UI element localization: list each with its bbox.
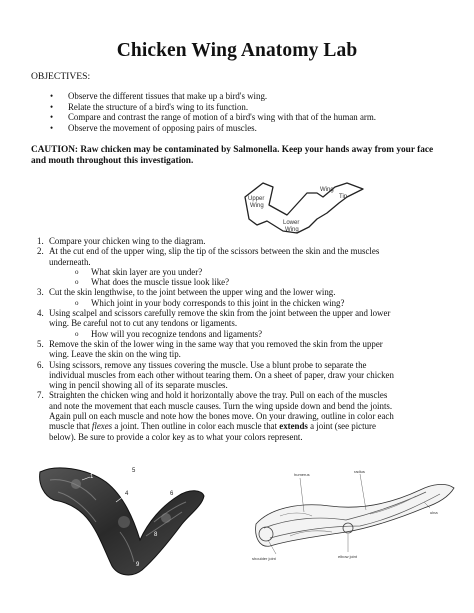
objective-item: • Compare and contrast the range of motion of a bird's wing with that of the human arm. — [50, 112, 450, 123]
step-4: 4. Using scalpel and scissors carefully remove the skin from the joint between the upper and lower wing. Be careful not to cut any tendons or ligaments. o How will you recognize tendons and ligaments? — [31, 308, 443, 339]
step-4-sub-1: o How will you recognize tendons and ligaments? — [75, 328, 263, 339]
photo-label-5: 5 — [132, 468, 136, 474]
step-7: 7. Straighten the chicken wing and hold it horizontally above the tray. Pull on each of the muscles and note the movement that each muscle causes. Turn the wing upside down and bend the joints. Again pull on each muscle and note how the bones move. On your drawing, outline in color each muscle that flexes a joint. Then outline in color each muscle that extends a joint (see picture below). Be sure to provide a color key as to what your colors represent. — [37, 390, 394, 442]
photo-label-9: 9 — [136, 562, 140, 568]
diagram-label-lower-2: Wing — [285, 227, 299, 233]
step-3-sub-1: o Which joint in your body corresponds to this joint in the chicken wing? — [75, 297, 345, 308]
arm-label-humerus: humerus — [294, 472, 310, 477]
arm-label-radius: radius — [354, 469, 365, 474]
photo-label-1: 1 — [90, 474, 94, 480]
diagram-label-lower: Lower — [283, 220, 300, 226]
wing-diagram — [235, 175, 375, 237]
step-2-sub-1: o What skin layer are you under? — [75, 266, 203, 277]
photo-label-4: 4 — [125, 491, 129, 497]
objective-item: • Observe the different tissues that make up a bird's wing. — [50, 91, 450, 102]
photo-label-7: 7 — [64, 548, 68, 554]
step-3: 3. Cut the skin lengthwise, to the joint between the upper wing and the lower wing. o Which joint in your body corresponds to this joint in the chicken wing? — [31, 287, 443, 308]
photo-label-2: 2 — [58, 504, 62, 510]
objectives-heading: OBJECTIVES: — [31, 71, 91, 82]
chicken-wing-photo — [36, 462, 206, 580]
arm-label-elbow: elbow joint — [338, 554, 357, 559]
photo-label-3: 3 — [74, 518, 78, 524]
arm-label-ulna: ulna — [430, 510, 438, 515]
objective-item: • Relate the structure of a bird's wing to its function. — [50, 102, 450, 113]
step-1: 1. Compare your chicken wing to the diagram. — [37, 236, 206, 246]
photo-label-8: 8 — [154, 532, 158, 538]
page-title: Chicken Wing Anatomy Lab — [116, 40, 358, 61]
diagram-label-upper: Upper — [248, 196, 265, 202]
photo-label-6: 6 — [170, 491, 174, 497]
objective-item: • Observe the movement of opposing pairs of muscles. — [50, 123, 450, 134]
step-5: 5. Remove the skin of the lower wing in the same way that you removed the skin from the upper wing. Leave the skin on the wing tip. — [37, 338, 383, 360]
caution-note: CAUTION: Raw chicken may be contaminated by Salmonella. Keep your hands away from your face and mouth throughout this investigation. — [31, 145, 434, 166]
procedure-list — [31, 236, 443, 442]
diagram-label-tip-2: Tip — [339, 194, 348, 200]
step-6: 6. Using scissors, remove any tissues covering the muscle. Use a blunt probe to separate the individual muscles from each other without tearing them. On a sheet of paper, draw your chicken wing in pencil showing all of its separate muscles. — [37, 359, 394, 391]
step-2-sub-2: o What does the muscle tissue look like? — [75, 277, 230, 288]
arm-label-shoulder: shoulder joint — [252, 556, 276, 561]
diagram-label-tip: Wing — [320, 187, 334, 193]
step-2: 2. At the cut end of the upper wing, slip the tip of the scissors between the skin and the muscles underneath. o What skin layer are you under? o What does the muscle tissue look like? — [31, 246, 443, 287]
arm-muscle-diagram — [250, 468, 456, 568]
diagram-label-upper-2: Wing — [250, 203, 264, 209]
objectives-list — [50, 91, 450, 133]
